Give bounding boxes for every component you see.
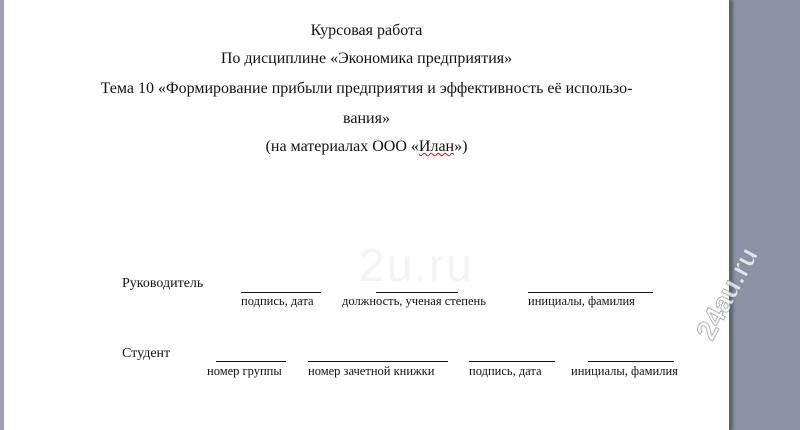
student-record-book-line bbox=[308, 361, 448, 362]
student-caption-signature: подпись, дата bbox=[469, 364, 542, 378]
supervisor-label: Руководитель bbox=[122, 276, 204, 291]
supervisor-caption-signature: подпись, дата bbox=[241, 294, 314, 308]
watermark-side: 24au.ru bbox=[690, 242, 765, 345]
doc-title-line-2: По дисциплине «Экономика предприятия» bbox=[220, 50, 513, 67]
supervisor-caption-position: должность, ученая степень bbox=[342, 294, 486, 308]
supervisor-name-line bbox=[528, 292, 653, 293]
doc-title-line-5 bbox=[4, 138, 729, 156]
watermark-center: 2u.ru bbox=[359, 239, 474, 291]
student-signature-line bbox=[469, 361, 555, 362]
doc-title-line-3: Тема 10 «Формирование прибыли предприятия и эффективность её использо- bbox=[100, 80, 633, 97]
supervisor-caption-name: инициалы, фамилия bbox=[528, 294, 635, 308]
company-name: Илан bbox=[418, 138, 455, 155]
student-name-line bbox=[588, 361, 674, 362]
supervisor-position-line bbox=[376, 292, 458, 293]
doc-title-line-4: вания» bbox=[343, 110, 390, 127]
doc-title-line-5-prefix: (на материалах ООО « bbox=[265, 138, 419, 155]
student-caption-name: инициалы, фамилия bbox=[571, 364, 678, 378]
student-caption-record-book: номер зачетной книжки bbox=[308, 364, 435, 378]
student-caption-group: номер группы bbox=[207, 364, 282, 378]
student-group-line bbox=[216, 361, 286, 362]
supervisor-signature-line bbox=[241, 292, 321, 293]
doc-title-line-5-suffix: ») bbox=[454, 138, 468, 155]
document-page bbox=[4, 0, 731, 430]
student-label: Студент bbox=[122, 346, 171, 361]
doc-title-line-1: Курсовая работа bbox=[310, 22, 423, 39]
